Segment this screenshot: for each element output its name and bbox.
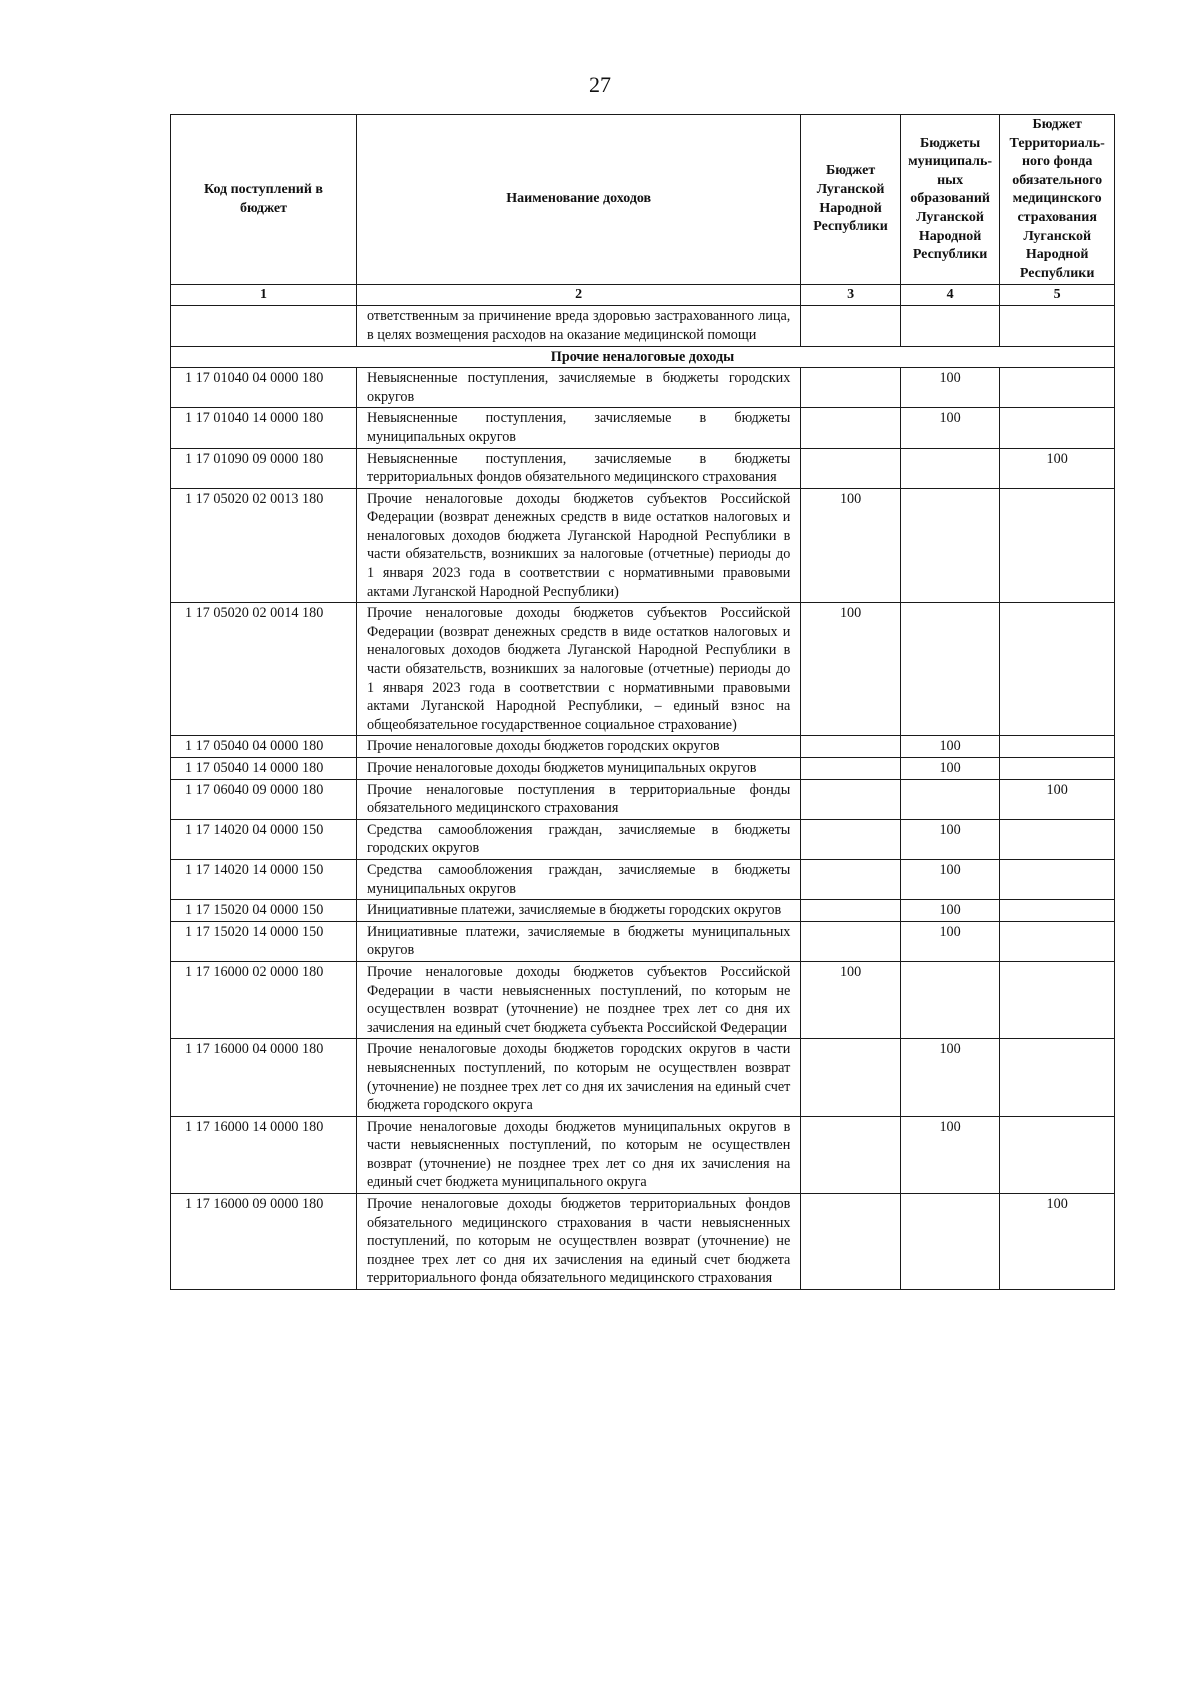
fund-budget-cell xyxy=(1000,488,1115,603)
municipal-budget-cell: 100 xyxy=(900,758,1000,780)
column-number: 5 xyxy=(1000,285,1115,306)
republic-budget-cell xyxy=(801,819,901,859)
income-code-cell: 1 17 14020 14 0000 150 xyxy=(171,859,357,899)
fund-budget-cell xyxy=(1000,736,1115,758)
republic-budget-cell xyxy=(801,368,901,408)
republic-budget-cell: 100 xyxy=(801,488,901,603)
fund-budget-cell xyxy=(1000,408,1115,448)
fund-budget-cell xyxy=(1000,1039,1115,1116)
income-code-cell: 1 17 14020 04 0000 150 xyxy=(171,819,357,859)
table-row xyxy=(171,758,1115,780)
table-row xyxy=(171,779,1115,819)
table-row xyxy=(171,859,1115,899)
section-heading-row xyxy=(171,346,1115,368)
column-number: 2 xyxy=(356,285,800,306)
header-municipal-budgets: Бюджеты муниципаль-ных образований Луганской Народной Республики xyxy=(900,115,1000,285)
table-row xyxy=(171,1116,1115,1193)
municipal-budget-cell: 100 xyxy=(900,1039,1000,1116)
table-row xyxy=(171,900,1115,922)
municipal-budget-cell: 100 xyxy=(900,1116,1000,1193)
republic-budget-cell xyxy=(801,736,901,758)
income-name-cell: Невыясненные поступления, зачисляемые в бюджеты городских округов xyxy=(356,368,800,408)
municipal-budget-cell xyxy=(900,961,1000,1038)
income-name-cell: ответственным за причинение вреда здоровью застрахованного лица, в целях возмещения расходов на оказание медицинской помощи xyxy=(356,306,800,346)
republic-budget-cell xyxy=(801,1116,901,1193)
municipal-budget-cell: 100 xyxy=(900,408,1000,448)
income-name-cell: Прочие неналоговые доходы бюджетов муниципальных округов xyxy=(356,758,800,780)
income-name-cell: Прочие неналоговые доходы бюджетов субъектов Российской Федерации в части невыясненных поступлений, по которым не осуществлен возврат (уточнение) не позднее трех лет со дня их зачисления на единый счет бюджета субъекта Российской Федерации xyxy=(356,961,800,1038)
table-row xyxy=(171,488,1115,603)
table-row xyxy=(171,603,1115,736)
republic-budget-cell xyxy=(801,306,901,346)
fund-budget-cell xyxy=(1000,758,1115,780)
fund-budget-cell xyxy=(1000,961,1115,1038)
income-name-cell: Инициативные платежи, зачисляемые в бюджеты городских округов xyxy=(356,900,800,922)
table-body xyxy=(171,306,1115,1290)
municipal-budget-cell: 100 xyxy=(900,819,1000,859)
income-name-cell: Прочие неналоговые поступления в территориальные фонды обязательного медицинского страхования xyxy=(356,779,800,819)
income-code-cell xyxy=(171,306,357,346)
income-code-cell: 1 17 01040 04 0000 180 xyxy=(171,368,357,408)
income-name-cell: Невыясненные поступления, зачисляемые в бюджеты муниципальных округов xyxy=(356,408,800,448)
income-code-cell: 1 17 06040 09 0000 180 xyxy=(171,779,357,819)
fund-budget-cell xyxy=(1000,1116,1115,1193)
income-code-cell: 1 17 05020 02 0013 180 xyxy=(171,488,357,603)
income-distribution-table xyxy=(170,114,1115,1290)
table-row xyxy=(171,408,1115,448)
income-name-cell: Прочие неналоговые доходы бюджетов городских округов в части невыясненных поступлений, по которым не осуществлен возврат (уточнение) не позднее трех лет со дня их зачисления на единый счет бюджета городского округа xyxy=(356,1039,800,1116)
republic-budget-cell xyxy=(801,448,901,488)
republic-budget-cell xyxy=(801,779,901,819)
income-code-cell: 1 17 15020 04 0000 150 xyxy=(171,900,357,922)
income-code-cell: 1 17 16000 02 0000 180 xyxy=(171,961,357,1038)
municipal-budget-cell: 100 xyxy=(900,900,1000,922)
income-name-cell: Средства самообложения граждан, зачисляемые в бюджеты городских округов xyxy=(356,819,800,859)
municipal-budget-cell: 100 xyxy=(900,921,1000,961)
fund-budget-cell xyxy=(1000,603,1115,736)
republic-budget-cell: 100 xyxy=(801,961,901,1038)
income-code-cell: 1 17 05020 02 0014 180 xyxy=(171,603,357,736)
income-code-cell: 1 17 15020 14 0000 150 xyxy=(171,921,357,961)
republic-budget-cell: 100 xyxy=(801,603,901,736)
table-row xyxy=(171,736,1115,758)
republic-budget-cell xyxy=(801,900,901,922)
income-name-cell: Прочие неналоговые доходы бюджетов городских округов xyxy=(356,736,800,758)
fund-budget-cell xyxy=(1000,819,1115,859)
republic-budget-cell xyxy=(801,1039,901,1116)
republic-budget-cell xyxy=(801,921,901,961)
header-income-code: Код поступлений в бюджет xyxy=(171,115,357,285)
header-income-name: Наименование доходов xyxy=(356,115,800,285)
table-row xyxy=(171,448,1115,488)
republic-budget-cell xyxy=(801,758,901,780)
municipal-budget-cell xyxy=(900,488,1000,603)
republic-budget-cell xyxy=(801,1194,901,1290)
income-name-cell: Прочие неналоговые доходы бюджетов субъектов Российской Федерации (возврат денежных средств в виде остатков налоговых и неналоговых доходов бюджета Луганской Народной Республики в части обязательств, возникших за налоговые (отчетные) периоды до 1 января 2023 года в соответствии с нормативными правовыми актами Луганской Народной Республики, – единый взнос на общеобязательное государственное социальное страхование) xyxy=(356,603,800,736)
header-republic-budget: Бюджет Луганской Народной Республики xyxy=(801,115,901,285)
table-row xyxy=(171,1194,1115,1290)
table-row xyxy=(171,961,1115,1038)
fund-budget-cell xyxy=(1000,368,1115,408)
fund-budget-cell: 100 xyxy=(1000,1194,1115,1290)
income-code-cell: 1 17 16000 04 0000 180 xyxy=(171,1039,357,1116)
fund-budget-cell xyxy=(1000,900,1115,922)
table-row xyxy=(171,1039,1115,1116)
income-name-cell: Средства самообложения граждан, зачисляемые в бюджеты муниципальных округов xyxy=(356,859,800,899)
column-number: 3 xyxy=(801,285,901,306)
income-name-cell: Прочие неналоговые доходы бюджетов территориальных фондов обязательного медицинского страхования в части невыясненных поступлений, по которым не осуществлен возврат (уточнение) не позднее трех лет со дня их зачисления на единый счет бюджета территориального фонда обязательного медицинского страхования xyxy=(356,1194,800,1290)
page-number: 27 xyxy=(589,72,611,97)
republic-budget-cell xyxy=(801,859,901,899)
income-code-cell: 1 17 01040 14 0000 180 xyxy=(171,408,357,448)
fund-budget-cell xyxy=(1000,306,1115,346)
column-number: 4 xyxy=(900,285,1000,306)
municipal-budget-cell: 100 xyxy=(900,736,1000,758)
income-name-cell: Прочие неналоговые доходы бюджетов муниципальных округов в части невыясненных поступлений, по которым не осуществлен возврат (уточнение) не позднее трех лет со дня их зачисления на единый счет бюджета муниципального округа xyxy=(356,1116,800,1193)
table-row xyxy=(171,819,1115,859)
income-code-cell: 1 17 05040 04 0000 180 xyxy=(171,736,357,758)
income-name-cell: Невыясненные поступления, зачисляемые в бюджеты территориальных фондов обязательного медицинского страхования xyxy=(356,448,800,488)
republic-budget-cell xyxy=(801,408,901,448)
municipal-budget-cell xyxy=(900,1194,1000,1290)
municipal-budget-cell xyxy=(900,448,1000,488)
fund-budget-cell: 100 xyxy=(1000,779,1115,819)
municipal-budget-cell xyxy=(900,306,1000,346)
fund-budget-cell xyxy=(1000,859,1115,899)
header-medical-insurance-fund-budget: Бюджет Территориаль-ного фонда обязательного медицинского страхования Луганской Народной Республики xyxy=(1000,115,1115,285)
table-row xyxy=(171,921,1115,961)
fund-budget-cell xyxy=(1000,921,1115,961)
municipal-budget-cell xyxy=(900,603,1000,736)
income-code-cell: 1 17 05040 14 0000 180 xyxy=(171,758,357,780)
fund-budget-cell: 100 xyxy=(1000,448,1115,488)
income-code-cell: 1 17 16000 14 0000 180 xyxy=(171,1116,357,1193)
income-name-cell: Инициативные платежи, зачисляемые в бюджеты муниципальных округов xyxy=(356,921,800,961)
municipal-budget-cell: 100 xyxy=(900,368,1000,408)
municipal-budget-cell: 100 xyxy=(900,859,1000,899)
section-title: Прочие неналоговые доходы xyxy=(171,346,1115,368)
income-name-cell: Прочие неналоговые доходы бюджетов субъектов Российской Федерации (возврат денежных средств в виде остатков налоговых и неналоговых доходов бюджета Луганской Народной Республики в части обязательств, возникших за налоговые (отчетные) периоды до 1 января 2023 года в соответствии с нормативными правовыми актами Луганской Народной Республики) xyxy=(356,488,800,603)
column-number: 1 xyxy=(171,285,357,306)
municipal-budget-cell xyxy=(900,779,1000,819)
table-row-continuation xyxy=(171,306,1115,346)
table-row xyxy=(171,368,1115,408)
income-code-cell: 1 17 16000 09 0000 180 xyxy=(171,1194,357,1290)
income-code-cell: 1 17 01090 09 0000 180 xyxy=(171,448,357,488)
